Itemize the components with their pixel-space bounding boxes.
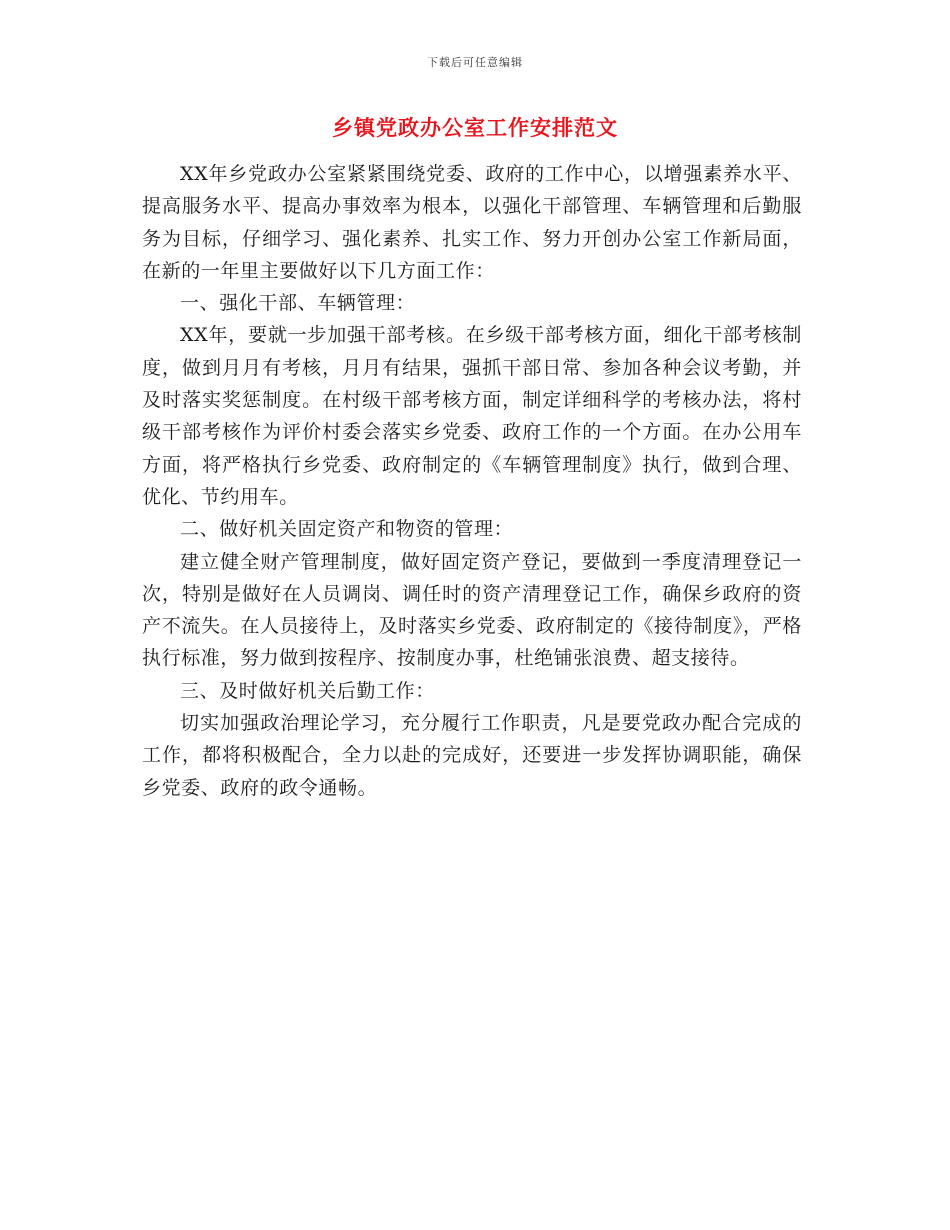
- intro-paragraph: XX年乡党政办公室紧紧围绕党委、政府的工作中心，以增强素养水平、提高服务水平、提高办事效率为根本，以强化干部管理、车辆管理和后勤服务为目标，仔细学习、强化素养、扎实工作、努力开创办公室工作新局面，在新的一年里主要做好以下几方面工作：: [142, 163, 802, 282]
- document-body: [142, 158, 802, 804]
- section-paragraph-3: 切实加强政治理论学习，充分履行工作职责，凡是要党政办配合完成的工作，都将积极配合，全力以赴的完成好，还要进一步发挥协调职能，确保乡党委、政府的政令通畅。: [142, 712, 802, 799]
- section-paragraph-1: XX年，要就一步加强干部考核。在乡级干部考核方面，细化干部考核制度，做到月月有考核，月月有结果，强抓干部日常、参加各种会议考勤，并及时落实奖惩制度。在村级干部考核方面，制定详细科学的考核办法，将村级干部考核作为评价村委会落实乡党委、政府工作的一个方面。在办公用车方面，将严格执行乡党委、政府制定的《车辆管理制度》执行，做到合理、优化、节约用车。: [142, 324, 802, 508]
- header-note: 下载后可任意编辑: [427, 56, 523, 69]
- document-title: 乡镇党政办公室工作安排范文: [332, 115, 618, 140]
- section-paragraph-2: 建立健全财产管理制度，做好固定资产登记，要做到一季度清理登记一次，特别是做好在人员调岗、调任时的资产清理登记工作，确保乡政府的资产不流失。在人员接待上，及时落实乡党委、政府制定的《接待制度》，严格执行标准，努力做到按程序、按制度办事，杜绝铺张浪费、超支接待。: [142, 550, 802, 670]
- section-heading-1: 一、强化干部、车辆管理：: [180, 292, 416, 315]
- section-heading-3: 三、及时做好机关后勤工作：: [180, 679, 435, 702]
- section-heading-2: 二、做好机关固定资产和物资的管理：: [180, 518, 514, 541]
